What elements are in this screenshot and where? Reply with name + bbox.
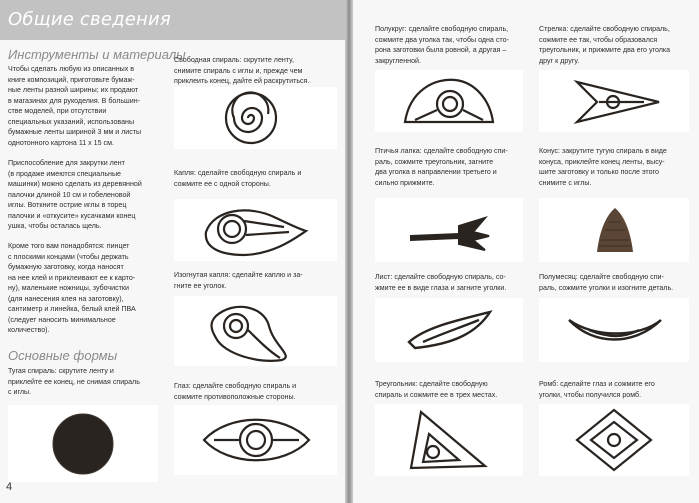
- leaf-image: [375, 298, 523, 362]
- page-title: Общие сведения: [8, 9, 171, 30]
- crescent-image: [539, 298, 689, 362]
- photo-triangle: [375, 404, 523, 476]
- caption-eye: Глаз: сделайте свободную спираль и сожмите противоположные стороны.: [174, 382, 297, 401]
- photo-cone: [539, 198, 689, 262]
- photo-crescent: [539, 298, 689, 362]
- photo-arrow: [539, 70, 689, 132]
- paragraph-materials: Чтобы сделать любую из описанных в книге композиций, приготовьте бумаж- ные ленты разной ширины; их продают в магазинах для рукоделия. В большин- стве моделей, при отсутствии специальных указаний, использованы бумажные ленты шириной 3 мм и листы однотонного картона 11 x 15 см.: [8, 65, 142, 147]
- semicircle-image: [375, 70, 523, 132]
- caption-leaf: Лист: сделайте свободную спираль, со- жмите ее в виде глаза и загните уголки.: [375, 273, 507, 292]
- bent-drop-image: [174, 296, 337, 366]
- caption-free-coil: Свободная спираль: скрутите ленту, снимите спираль с иглы и, прежде чем приклеить конец, дайте ей раскрутиться.: [174, 56, 310, 85]
- section-title-tools: Инструменты и материалы: [8, 47, 186, 62]
- paragraph-supplies: Кроме того вам понадобятся: пинцет с плоскими концами (чтобы держать бумажную заготовку, когда наносят на нее клей и приклеивают ее к карто- ну), маленькие ножницы, зубочистки (для нанесения клея на заготовку), сантиметр и линейка, белый клей ПВА (следует наносить минимальное количество).: [8, 242, 136, 334]
- right-page: [353, 0, 699, 503]
- cone-image: [539, 198, 689, 262]
- photo-bent-drop: [174, 296, 337, 366]
- photo-eye: [174, 405, 337, 475]
- caption-bent-drop: Изогнутая капля: сделайте каплю и за- гните ее уголок.: [174, 271, 303, 290]
- photo-bird-foot: [375, 198, 523, 262]
- caption-drop: Капля: сделайте свободную спираль и сожмите ее с одной стороны.: [174, 169, 302, 188]
- caption-bird-foot: Птичья лапка: сделайте свободную спи- раль, сожмите треугольник, загните два уголка в направлении третьего и сильно прижмите.: [375, 147, 508, 187]
- bird-foot-image: [375, 198, 523, 262]
- caption-crescent: Полумесяц: сделайте свободную спи- раль, сожмите уголки и изогните деталь.: [539, 273, 674, 292]
- triangle-image: [375, 404, 523, 476]
- caption-arrow: Стрелка: сделайте свободную спираль, сожмите ее так, чтобы образовался треугольник, и прижмите два его уголка друг к другу.: [539, 25, 671, 65]
- caption-tight-coil: Тугая спираль: скрутите ленту и приклейте ее конец, не снимая спираль с иглы.: [8, 367, 140, 396]
- photo-leaf: [375, 298, 523, 362]
- photo-rhombus: [539, 404, 689, 476]
- arrow-image: [539, 70, 689, 132]
- caption-semicircle: Полукруг: сделайте свободную спираль, сожмите два уголка так, чтобы одна сто- рона заготовки была ровной, а другая – закругленной.: [375, 25, 509, 65]
- photo-drop: [174, 199, 337, 261]
- paragraph-tool: Приспособление для закрутки лент (в продаже имеются специальные машинки) можно сделать из деревянной палочки длиной 10 см и гобеленовой иглы. Воткните острие иглы в торец палочки и «откусите» кусачками конец ушка, чтобы осталась щель.: [8, 159, 142, 230]
- caption-rhombus: Ромб: сделайте глаз и сожмите его уголки, чтобы получился ромб.: [539, 380, 655, 399]
- caption-triangle: Треугольник: сделайте свободную спираль и сожмите ее в трех местах.: [375, 380, 498, 399]
- tight-coil-image: [8, 405, 158, 482]
- left-page: [0, 0, 345, 503]
- eye-image: [174, 405, 337, 475]
- page-number: 4: [6, 481, 13, 493]
- caption-cone: Конус: закрутите тугую спираль в виде конуса, приклейте конец ленты, высу- шите заготовку и только после этого снимите с иглы.: [539, 147, 667, 187]
- header-band: [0, 0, 345, 40]
- free-coil-image: [174, 87, 337, 149]
- drop-image: [174, 199, 337, 261]
- book-gutter: [345, 0, 353, 503]
- photo-semicircle: [375, 70, 523, 132]
- photo-free-coil: [174, 87, 337, 149]
- section-title-shapes: Основные формы: [8, 348, 118, 363]
- photo-tight-coil: [8, 405, 158, 482]
- rhombus-image: [539, 404, 689, 476]
